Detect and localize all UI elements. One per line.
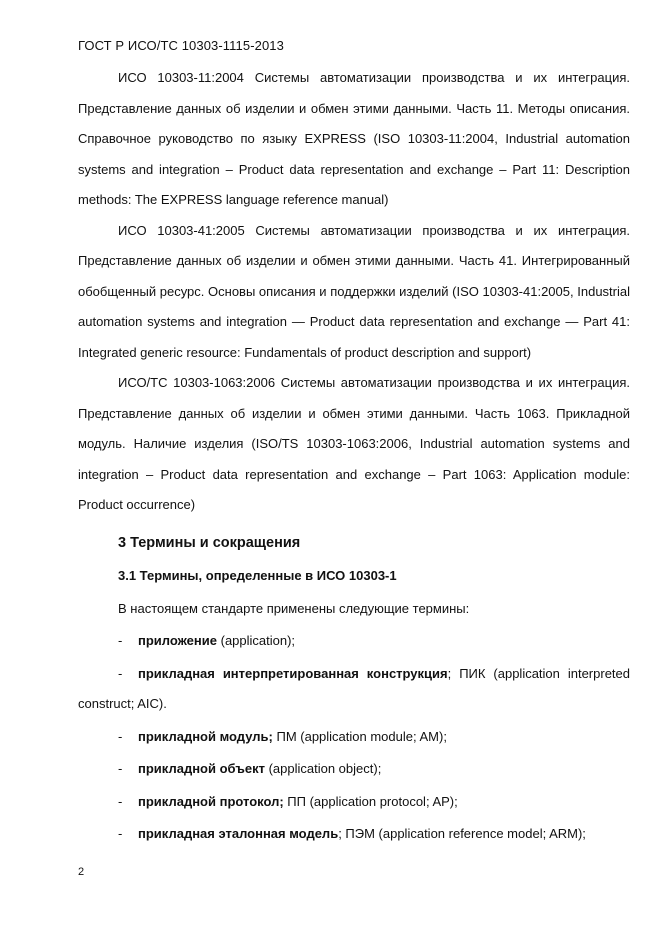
term-name: прикладной модуль;	[138, 728, 273, 744]
reference-paragraph: ИСО/ТС 10303-1063:2006 Системы автоматизации производства и их интеграция. Представление данных об изделии и обмен этими данными. Часть 1063. Прикладной модуль. Наличие изделия (ISO/TS 10303-1063:2006, Industrial automation systems and integration – Product data representation and exchange – Part 1063: Application module: Product occurrence)	[78, 375, 630, 512]
document-header: ГОСТ Р ИСО/ТС 10303-1115-2013	[78, 38, 284, 53]
list-dash: -	[118, 665, 123, 681]
term-name: прикладная интерпретированная конструкция	[138, 665, 448, 681]
document-body	[78, 63, 630, 850]
reference-paragraph: ИСО 10303-41:2005 Системы автоматизации производства и их интеграция. Представление данных об изделии и обмен этими данными. Часть 41. Интегрированный обобщенный ресурс. Основы описания и поддержки изделий (ISO 10303-41:2005, Industrial automation systems and integration — Product data representation and exchange — Part 41: Integrated generic resource: Fundamentals of product description and support)	[78, 222, 630, 360]
term-list-item	[78, 722, 630, 753]
term-description: ПП (application protocol; AP);	[283, 793, 458, 809]
term-description: (application);	[217, 633, 296, 648]
section-heading: 3 Термины и сокращения	[118, 534, 301, 551]
list-dash: -	[118, 633, 123, 648]
term-list-item	[78, 787, 630, 818]
term-description: ПМ (application module; AM);	[272, 728, 447, 744]
page-number: 2	[78, 866, 85, 878]
term-name: приложение	[138, 633, 217, 648]
term-name: прикладной протокол;	[138, 793, 284, 809]
list-dash: -	[118, 728, 123, 744]
list-dash: -	[118, 793, 123, 809]
list-dash: -	[118, 761, 123, 776]
subsection-heading: 3.1 Термины, определенные в ИСО 10303-1	[118, 568, 397, 583]
term-list-item	[78, 626, 630, 657]
term-list-item	[78, 819, 630, 850]
term-list-item	[78, 659, 630, 720]
term-name: прикладной объект	[138, 761, 265, 776]
intro-text: В настоящем стандарте применены следующие термины:	[118, 600, 470, 616]
term-description: (application object);	[264, 761, 382, 776]
term-description: ; ПИК (application interpreted construct; AIC).	[78, 665, 630, 711]
term-description: ; ПЭМ (application reference model; ARM);	[338, 826, 586, 841]
reference-paragraph: ИСО 10303-11:2004 Системы автоматизации производства и их интеграция. Представление данных об изделии и обмен этими данными. Часть 11. Методы описания. Справочное руководство по языку EXPRESS (ISO 10303-11:2004, Industrial automation systems and integration – Product data representation and exchange – Part 11: Description methods: The EXPRESS language reference manual)	[78, 70, 630, 207]
term-name: прикладная эталонная модель	[138, 826, 339, 841]
list-dash: -	[118, 826, 123, 841]
term-list-item	[78, 754, 630, 785]
